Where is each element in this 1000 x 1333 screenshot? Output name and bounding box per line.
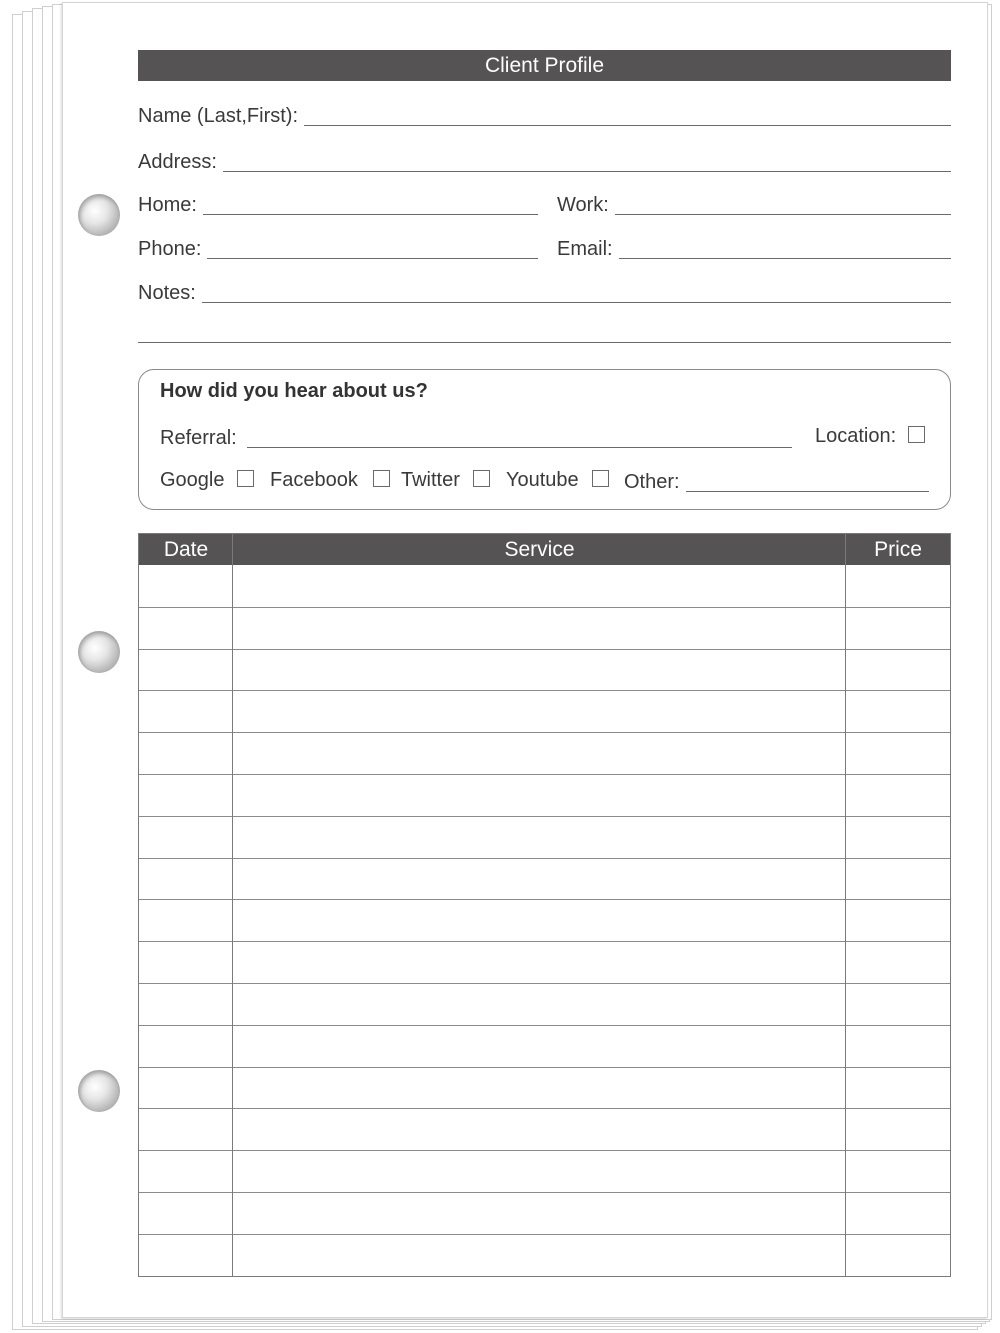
table-row[interactable] [139,649,950,650]
service-log-table [138,533,951,1277]
table-row[interactable] [139,1150,950,1151]
table-row[interactable] [139,774,950,775]
table-row[interactable] [139,1234,950,1235]
name-label: Name (Last,First): [138,105,299,127]
facebook-checkbox[interactable] [373,470,390,487]
notes-write-line[interactable] [202,301,951,303]
home-write-line[interactable] [203,213,538,215]
table-row[interactable] [139,816,950,817]
page-title: Client Profile [484,53,605,77]
table-row[interactable] [139,732,950,733]
table-row[interactable] [139,1192,950,1193]
table-row[interactable] [139,899,950,900]
table-row[interactable] [139,607,950,608]
column-divider [232,534,233,1276]
table-row[interactable] [139,690,950,691]
table-row[interactable] [139,1067,950,1068]
table-row[interactable] [139,941,950,942]
address-write-line[interactable] [223,170,951,172]
address-label: Address: [138,151,217,173]
notes-label: Notes: [138,282,196,304]
email-write-line[interactable] [619,257,951,259]
table-row[interactable] [139,858,950,859]
notes-extra-line[interactable] [138,342,951,343]
work-label: Work: [557,194,609,216]
page-title-bar [138,50,951,81]
table-row[interactable] [139,983,950,984]
name-write-line[interactable] [304,124,951,126]
facebook-label: Facebook [270,469,358,491]
location-checkbox[interactable] [908,426,925,443]
twitter-label: Twitter [401,469,460,491]
column-header-date: Date [163,537,209,561]
youtube-checkbox[interactable] [592,470,609,487]
work-field[interactable] [557,189,951,217]
table-header [139,534,950,565]
binder-hole [78,631,120,673]
phone-field[interactable] [138,233,538,261]
google-label: Google [160,469,225,491]
table-row[interactable] [139,1108,950,1109]
home-label: Home: [138,194,197,216]
referral-label: Referral: [160,427,237,449]
phone-label: Phone: [138,238,202,260]
table-row[interactable] [139,1025,950,1026]
phone-write-line[interactable] [207,257,538,259]
binder-hole [78,194,120,236]
other-write-line[interactable] [686,490,929,492]
email-label: Email: [557,238,613,260]
column-header-price: Price [874,537,922,561]
home-field[interactable] [138,189,538,217]
google-checkbox[interactable] [237,470,254,487]
address-field[interactable] [138,146,951,174]
name-field[interactable] [138,100,951,128]
notes-field[interactable] [138,277,951,305]
youtube-label: Youtube [506,469,579,491]
binder-hole [78,1070,120,1112]
column-divider [845,534,846,1276]
work-write-line[interactable] [615,213,951,215]
other-label: Other: [624,471,680,493]
twitter-checkbox[interactable] [473,470,490,487]
column-header-service: Service [504,537,575,561]
survey-question: How did you hear about us? [160,380,428,402]
other-field[interactable] [624,466,929,494]
referral-write-line[interactable] [247,446,792,448]
email-field[interactable] [557,233,951,261]
location-label: Location: [815,425,897,447]
referral-field[interactable] [160,422,792,450]
